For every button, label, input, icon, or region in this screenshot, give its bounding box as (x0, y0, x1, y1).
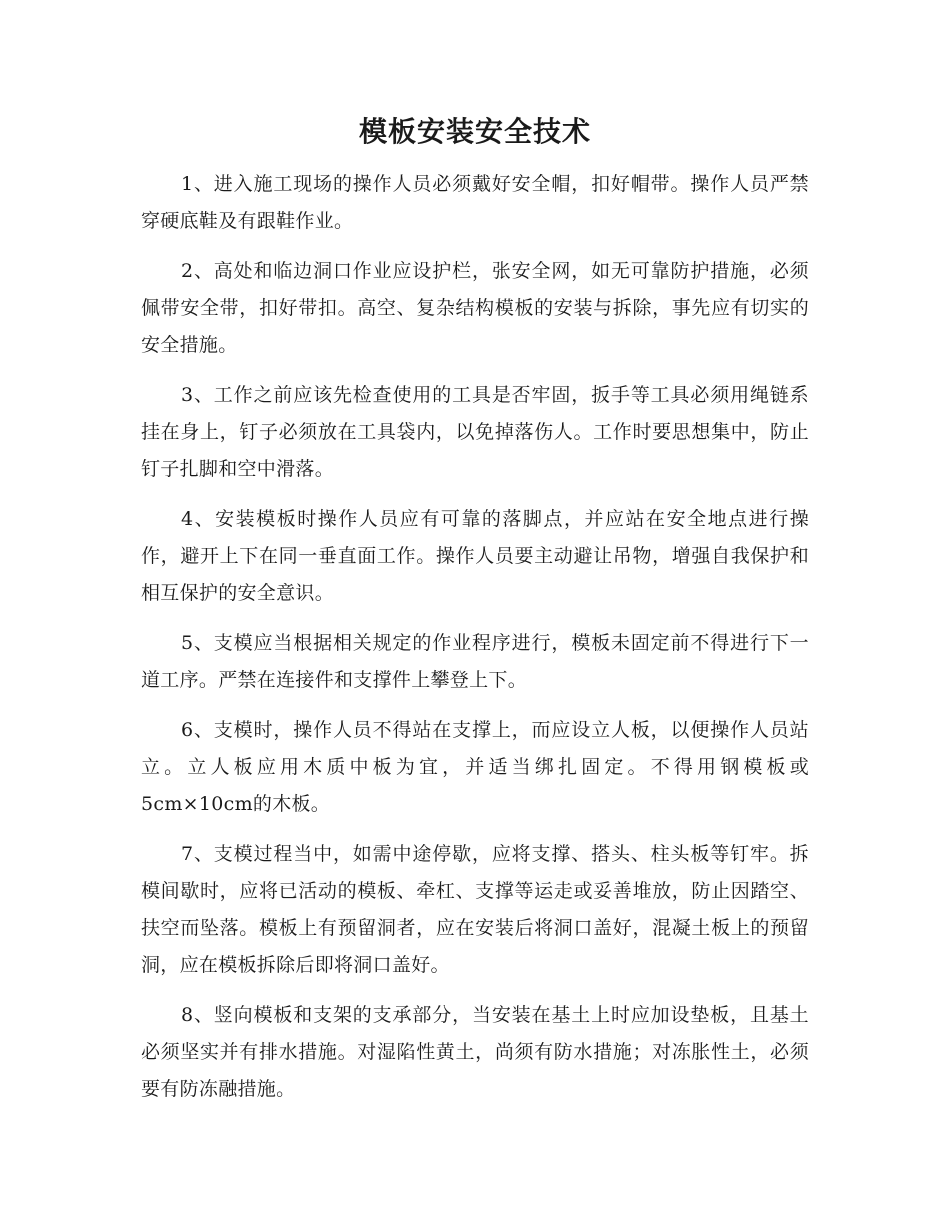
paragraph-5: 5、支模应当根据相关规定的作业程序进行，模板未固定前不得进行下一道工序。严禁在连接件和支撑件上攀登上下。 (141, 632, 809, 691)
paragraph-6: 6、支模时，操作人员不得站在支撑上，而应设立人板，以便操作人员站立。立人板应用木质中板为宜，并适当绑扎固定。不得用钢模板或5cm×10cm的木板。 (141, 719, 809, 815)
document-body (141, 166, 809, 1121)
paragraph-7: 7、支模过程当中，如需中途停歇，应将支撑、搭头、柱头板等钉牢。拆模间歇时，应将已活动的模板、牵杠、支撑等运走或妥善堆放，防止因踏空、扶空而坠落。模板上有预留洞者，应在安装后将洞口盖好，混凝土板上的预留洞，应在模板拆除后即将洞口盖好。 (141, 843, 809, 976)
paragraph-3: 3、工作之前应该先检查使用的工具是否牢固，扳手等工具必须用绳链系挂在身上，钉子必须放在工具袋内，以免掉落伤人。工作时要思想集中，防止钉子扎脚和空中滑落。 (141, 384, 809, 480)
paragraph-2: 2、高处和临边洞口作业应设护栏，张安全网，如无可靠防护措施，必须佩带安全带，扣好带扣。高空、复杂结构模板的安装与拆除，事先应有切实的安全措施。 (141, 260, 809, 356)
paragraph-4: 4、安装模板时操作人员应有可靠的落脚点，并应站在安全地点进行操作，避开上下在同一垂直面工作。操作人员要主动避让吊物，增强自我保护和相互保护的安全意识。 (141, 508, 809, 604)
document-title: 模板安装安全技术 (358, 115, 591, 148)
paragraph-1: 1、进入施工现场的操作人员必须戴好安全帽，扣好帽带。操作人员严禁穿硬底鞋及有跟鞋作业。 (141, 173, 809, 232)
paragraph-8: 8、竖向模板和支架的支承部分，当安装在基土上时应加设垫板，且基土必须坚实并有排水措施。对湿陷性黄土，尚须有防水措施；对冻胀性土，必须要有防冻融措施。 (141, 1004, 809, 1100)
